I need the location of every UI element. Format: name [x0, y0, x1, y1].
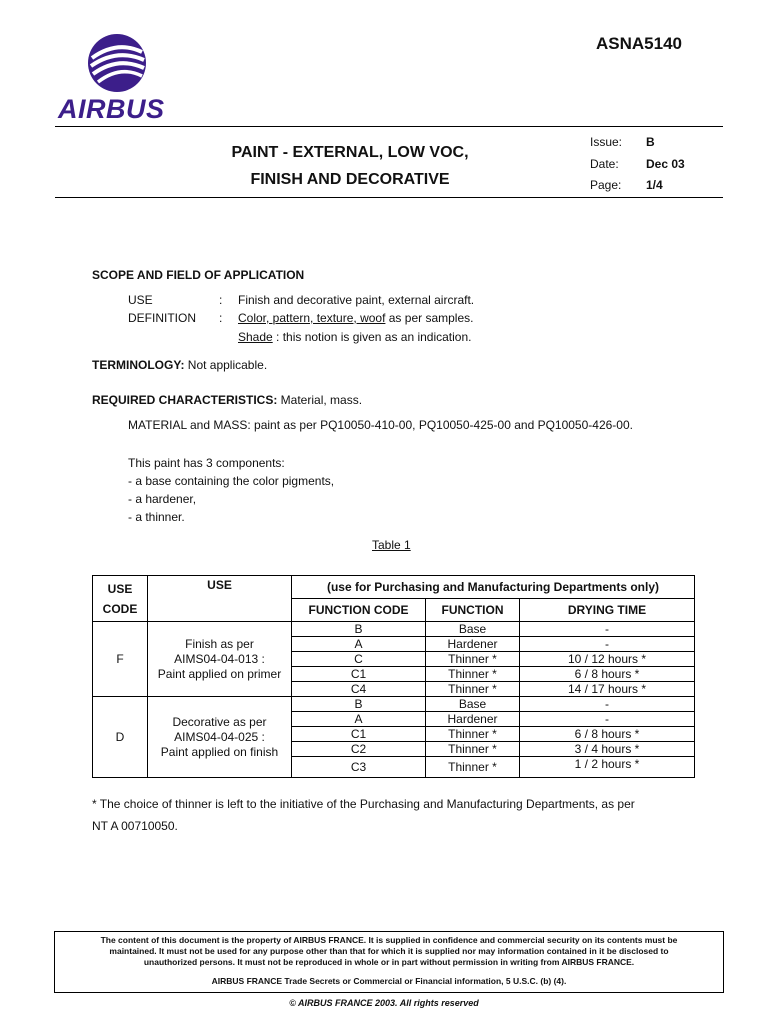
date-value: Dec 03 — [646, 157, 685, 171]
function-cell: Base — [426, 622, 520, 637]
function-code-cell: C2 — [292, 742, 426, 757]
page-value: 1/4 — [646, 178, 663, 192]
header-use-code — [93, 576, 148, 622]
issue-value: B — [646, 135, 655, 149]
use-label: USE — [128, 293, 153, 307]
terminology-label: TERMINOLOGY: — [92, 358, 185, 372]
function-code-cell: B — [292, 622, 426, 637]
paint-components-table — [92, 575, 695, 778]
use-code-cell: F — [93, 622, 148, 697]
use-desc-line: Paint applied on finish — [160, 744, 279, 759]
drying-time-cell: - — [520, 637, 695, 652]
terminology-line — [92, 358, 267, 372]
page-label: Page: — [590, 178, 622, 192]
use-code-cell: D — [93, 697, 148, 778]
function-code-cell: C1 — [292, 727, 426, 742]
header-use-code-line1: USE — [107, 581, 133, 596]
shade-note — [238, 330, 472, 344]
drying-time-cell: - — [520, 622, 695, 637]
use-desc-cell — [148, 622, 292, 697]
required-value: Material, mass. — [277, 393, 363, 407]
function-cell: Thinner * — [426, 652, 520, 667]
use-desc-line: AIMS04-04-025 : — [174, 729, 265, 744]
use-value: Finish and decorative paint, external aircraft. — [238, 293, 475, 307]
function-cell: Hardener — [426, 637, 520, 652]
function-code-cell: A — [292, 712, 426, 727]
use-desc-line: AIMS04-04-013 : — [174, 651, 265, 666]
document-title-line2: FINISH AND DECORATIVE — [250, 171, 450, 188]
function-cell: Base — [426, 697, 520, 712]
required-label: REQUIRED CHARACTERISTICS: — [92, 393, 278, 407]
scope-heading: SCOPE AND FIELD OF APPLICATION — [92, 268, 305, 282]
header-function-code: FUNCTION CODE — [292, 599, 426, 622]
table-row — [93, 622, 695, 637]
definition-underlined: Color, pattern, texture, woof — [238, 311, 386, 325]
header-drying-time: DRYING TIME — [520, 599, 695, 622]
drying-time-cell: 6 / 8 hours * — [520, 727, 695, 742]
function-cell: Thinner * — [426, 727, 520, 742]
confidentiality-line3: unauthorized persons. It must not be reproduced in whole or in part without permission in writing from AIRBUS FRANCE. — [143, 957, 635, 967]
date-label: Date: — [590, 157, 619, 171]
use-colon: : — [219, 293, 223, 307]
function-code-cell: B — [292, 697, 426, 712]
definition-label: DEFINITION — [128, 311, 196, 325]
components-intro: This paint has 3 components: — [128, 456, 285, 470]
use-desc-cell — [148, 697, 292, 778]
header-group: (use for Purchasing and Manufacturing Departments only) — [292, 576, 695, 599]
material-line: MATERIAL and MASS: paint as per PQ10050-410-00, PQ10050-425-00 and PQ10050-426-00. — [128, 418, 633, 432]
document-title-line1: PAINT - EXTERNAL, LOW VOC, — [231, 144, 469, 161]
function-code-cell: C1 — [292, 667, 426, 682]
thinner-note-line2: NT A 00710050. — [92, 819, 178, 833]
terminology-value: Not applicable. — [184, 358, 268, 372]
definition-colon: : — [219, 311, 223, 325]
brand-name: AIRBUS — [58, 94, 165, 124]
required-line — [92, 393, 362, 407]
function-cell: Thinner * — [426, 757, 520, 778]
drying-time-cell: 14 / 17 hours * — [520, 682, 695, 697]
function-code-cell: C3 — [292, 757, 426, 778]
header-function: FUNCTION — [426, 599, 520, 622]
table-caption: Table 1 — [372, 538, 411, 552]
confidentiality-line1: The content of this document is the property of AIRBUS FRANCE. It is supplied in confidence and commercial security on its contents must be — [100, 935, 678, 945]
header-use: USE — [148, 576, 292, 622]
copyright: © AIRBUS FRANCE 2003. All rights reserved — [289, 998, 479, 1008]
drying-time-cell: - — [520, 712, 695, 727]
function-cell: Hardener — [426, 712, 520, 727]
drying-time-cell: 6 / 8 hours * — [520, 667, 695, 682]
drying-time-cell: - — [520, 697, 695, 712]
confidentiality-line2: maintained. It must not be used for any purpose other than that for which it is supplied nor may information contained in it be disclosed to — [109, 946, 669, 956]
function-cell: Thinner * — [426, 682, 520, 697]
shade-underlined: Shade — [238, 330, 273, 344]
shade-rest: : this notion is given as an indication. — [272, 330, 472, 344]
use-desc-line: Decorative as per — [172, 714, 267, 729]
function-code-cell: A — [292, 637, 426, 652]
header-bottom-rule — [55, 197, 723, 198]
drying-time-cell: 3 / 4 hours * — [520, 742, 695, 757]
function-code-cell: C4 — [292, 682, 426, 697]
document-number: ASNA5140 — [596, 34, 682, 53]
issue-label: Issue: — [590, 135, 623, 149]
function-cell: Thinner * — [426, 667, 520, 682]
definition-rest: as per samples. — [385, 311, 474, 325]
function-code-cell: C — [292, 652, 426, 667]
table-row — [93, 697, 695, 712]
component-2: - a hardener, — [128, 492, 197, 506]
use-desc-line: Finish as per — [185, 636, 254, 651]
definition-value — [238, 311, 473, 325]
airbus-logo-icon — [86, 32, 148, 94]
header-top-rule — [55, 126, 723, 127]
function-cell: Thinner * — [426, 742, 520, 757]
header-use-code-line2: CODE — [102, 601, 138, 616]
trade-secrets-line: AIRBUS FRANCE Trade Secrets or Commercial or Financial information, 5 U.S.C. (b) (4). — [211, 976, 567, 986]
drying-time-cell: 1 / 2 hours * — [520, 757, 695, 778]
component-1: - a base containing the color pigments, — [128, 474, 335, 488]
drying-time-cell: 10 / 12 hours * — [520, 652, 695, 667]
component-3: - a thinner. — [128, 510, 185, 524]
thinner-note-line1: * The choice of thinner is left to the initiative of the Purchasing and Manufacturing Departments, as per — [92, 797, 635, 811]
use-desc-line: Paint applied on primer — [157, 666, 282, 681]
